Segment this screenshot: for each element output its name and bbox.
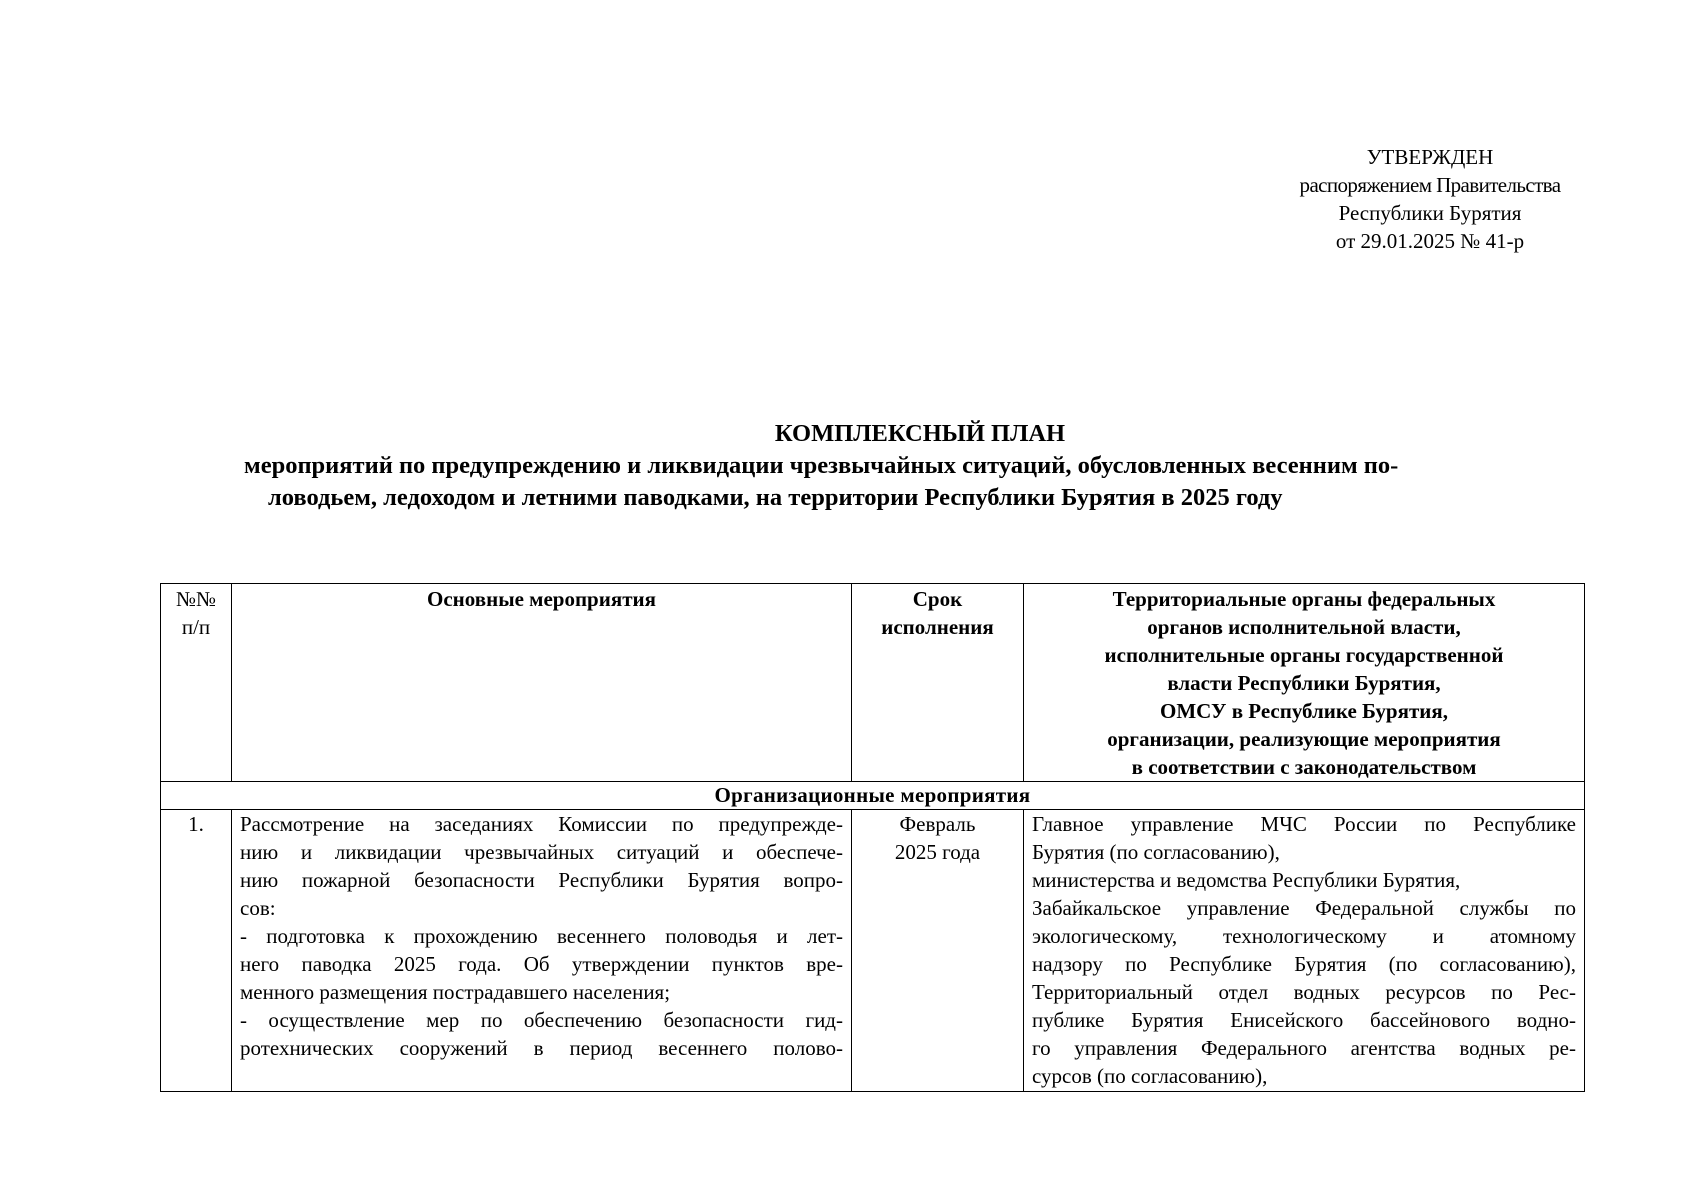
- activity-line-3: нию пожарной безопасности Республики Бурятия вопро-: [240, 868, 843, 892]
- plan-table: [160, 583, 1585, 1092]
- activity-line-1: Рассмотрение на заседаниях Комиссии по предупрежде-: [240, 812, 843, 836]
- header-responsible-line-7: в соответствии с законодательством: [1131, 755, 1477, 779]
- document-subtitle-line-2: ловодьем, ледоходом и летними паводками, на территории Республики Бурятия в 2025 году: [268, 484, 1283, 511]
- header-responsible-line-1: Территориальные органы федеральных: [1112, 587, 1496, 611]
- document-heading: [230, 418, 1600, 514]
- header-main-activities: [232, 584, 852, 782]
- responsible-line-10: сурсов (по согласованию),: [1032, 1064, 1268, 1088]
- activity-line-2: нию и ликвидации чрезвычайных ситуаций и обеспече-: [240, 840, 843, 864]
- header-responsible-line-6: организации, реализующие мероприятия: [1107, 727, 1501, 751]
- header-responsible: [1024, 584, 1585, 782]
- approval-stamp: [1270, 143, 1590, 255]
- activity-line-5: - подготовка к прохождению весеннего половодья и лет-: [240, 924, 843, 948]
- activity-line-4: сов:: [240, 896, 276, 920]
- responsible-line-5: экологическому, технологическому и атомному: [1032, 924, 1576, 948]
- approval-line-3: Республики Бурятия: [1338, 201, 1522, 225]
- deadline-line-2: 2025 года: [894, 840, 981, 864]
- section-title: Организационные мероприятия: [161, 782, 1585, 810]
- document-subtitle-line-1: мероприятий по предупреждению и ликвидации чрезвычайных ситуаций, обусловленных весенним по-: [244, 452, 1399, 479]
- row-deadline: [852, 810, 1024, 1092]
- approval-line-4: от 29.01.2025 № 41-р: [1335, 229, 1525, 253]
- header-main-label: Основные мероприятия: [427, 587, 656, 611]
- activity-line-6: него паводка 2025 года. Об утверждении пунктов вре-: [240, 952, 843, 976]
- document-title: КОМПЛЕКСНЫЙ ПЛАН: [774, 420, 1066, 447]
- header-deadline-line-2: исполнения: [881, 615, 994, 639]
- table-row: [161, 810, 1585, 1092]
- activity-line-7: менного размещения пострадавшего населения;: [240, 980, 671, 1004]
- header-responsible-line-5: ОМСУ в Республике Бурятия,: [1159, 699, 1448, 723]
- responsible-line-4: Забайкальское управление Федеральной службы по: [1032, 896, 1576, 920]
- responsible-line-8: публике Бурятия Енисейского бассейнового водно-: [1032, 1008, 1576, 1032]
- responsible-line-2: Бурятия (по согласованию),: [1032, 840, 1280, 864]
- section-row: [161, 782, 1585, 810]
- approval-line-2: распоряжением Правительства: [1299, 173, 1561, 197]
- header-number-line-1: №№: [175, 587, 217, 611]
- responsible-line-3: министерства и ведомства Республики Бурятия,: [1032, 868, 1461, 892]
- header-responsible-line-4: власти Республики Бурятия,: [1167, 671, 1441, 695]
- activity-line-9: ротехнических сооружений в период весеннего полово-: [240, 1036, 843, 1060]
- row-activity: [232, 810, 852, 1092]
- responsible-line-6: надзору по Республике Бурятия (по согласованию),: [1032, 952, 1576, 976]
- header-number: [161, 584, 232, 782]
- header-deadline: [852, 584, 1024, 782]
- table-header-row: [161, 584, 1585, 782]
- row-activity-text: [240, 810, 843, 1090]
- responsible-line-7: Территориальный отдел водных ресурсов по Рес-: [1032, 980, 1576, 1004]
- header-responsible-line-3: исполнительные органы государственной: [1104, 643, 1504, 667]
- responsible-line-9: го управления Федерального агентства водных ре-: [1032, 1036, 1576, 1060]
- responsible-line-1: Главное управление МЧС России по Республике: [1032, 812, 1576, 836]
- header-responsible-line-2: органов исполнительной власти,: [1147, 615, 1461, 639]
- approval-line-1: УТВЕРЖДЕН: [1366, 145, 1494, 169]
- header-deadline-line-1: Срок: [912, 587, 963, 611]
- header-number-line-2: п/п: [181, 615, 211, 639]
- activity-line-8: - осуществление мер по обеспечению безопасности гид-: [240, 1008, 843, 1032]
- row-number: 1.: [161, 810, 232, 1092]
- row-responsible: [1024, 810, 1585, 1092]
- deadline-line-1: Февраль: [899, 812, 976, 836]
